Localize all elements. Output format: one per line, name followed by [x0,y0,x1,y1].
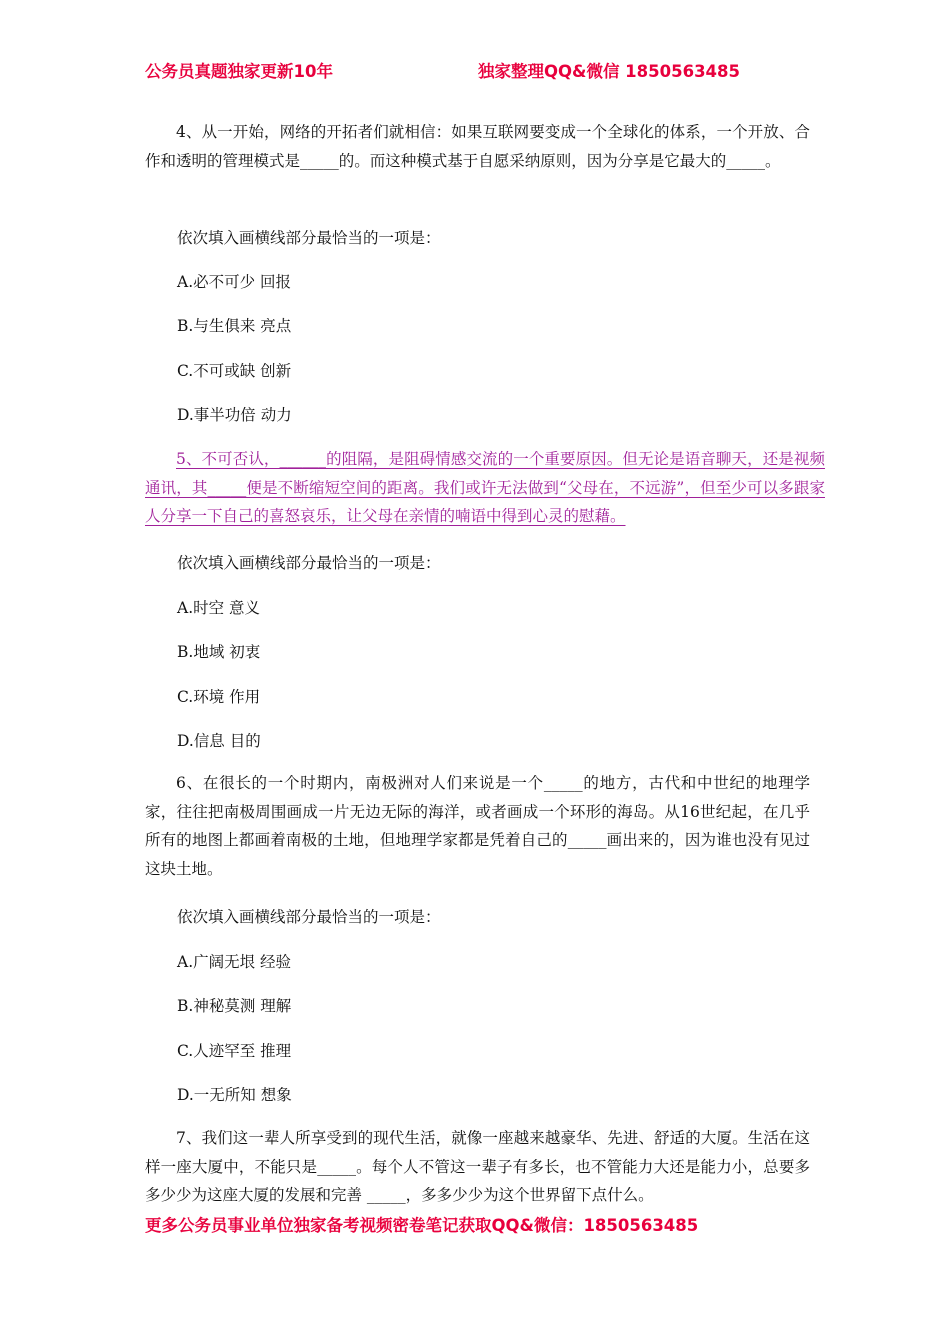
page-header [145,58,845,84]
question-6-option-b: B.神秘莫测 理解 [177,997,292,1015]
question-4-option-b: B.与生俱来 亮点 [177,317,292,335]
question-6-option-c: C.人迹罕至 推理 [177,1042,292,1060]
question-4-option-c: C.不可或缺 创新 [177,362,292,380]
question-7-text: 7、我们这一辈人所享受到的现代生活，就像一座越来越豪华、先进、舒适的大厦。生活在这样一座大厦中，不能只是_____。每个人不管这一辈子有多长，也不管能力大还是能力小，总要多多少少为这座大厦的发展和完善 _____，多多少少为这个世界留下点什么。 [145,1129,810,1205]
question-7 [145,1124,810,1210]
question-6 [145,769,810,883]
question-5-option-c: C.环境 作用 [177,688,261,706]
question-4-option-a: A.必不可少 回报 [177,273,292,291]
question-6-option-d: D.一无所知 想象 [177,1086,292,1104]
header-title: 公务员真题独家更新10年 [145,62,333,81]
question-4-prompt: 依次填入画横线部分最恰当的一项是： [177,229,441,247]
question-5 [145,445,825,531]
question-4-option-d: D.事半功倍 动力 [177,406,292,424]
question-5-prompt: 依次填入画横线部分最恰当的一项是： [177,554,441,572]
question-6-option-a: A.广阔无垠 经验 [177,953,292,971]
question-4-text: 4、从一开始，网络的开拓者们就相信：如果互联网要变成一个全球化的体系，一个开放、合作和透明的管理模式是_____的。而这种模式基于自愿采纳原则，因为分享是它最大的_____。 [145,123,810,170]
question-5-text: 5、不可否认，______的阻隔，是阻碍情感交流的一个重要原因。但无论是语音聊天，还是视频通讯，其_____便是不断缩短空间的距离。我们或许无法做到“父母在，不远游”，但至少可以多跟家人分享一下自己的喜怒哀乐，让父母在亲情的喃语中得到心灵的慰藉。 [145,450,825,526]
question-5-option-d: D.信息 目的 [177,732,261,750]
question-6-prompt: 依次填入画横线部分最恰当的一项是： [177,908,441,926]
question-6-text: 6、在很长的一个时期内，南极洲对人们来说是一个_____的地方，古代和中世纪的地理学家，往往把南极周围画成一片无边无际的海洋，或者画成一个环形的海岛。从16世纪起，在几乎所有的地图上都画着南极的土地，但地理学家都是凭着自己的_____画出来的，因为谁也没有见过这块土地。 [145,774,810,878]
question-5-option-a: A.时空 意义 [177,599,261,617]
question-5-option-b: B.地域 初衷 [177,643,261,661]
header-contact: 独家整理QQ&微信 1850563485 [478,62,740,81]
question-4 [145,118,810,175]
page-footer: 更多公务员事业单位独家备考视频密卷笔记获取QQ&微信：1850563485 [145,1216,699,1235]
